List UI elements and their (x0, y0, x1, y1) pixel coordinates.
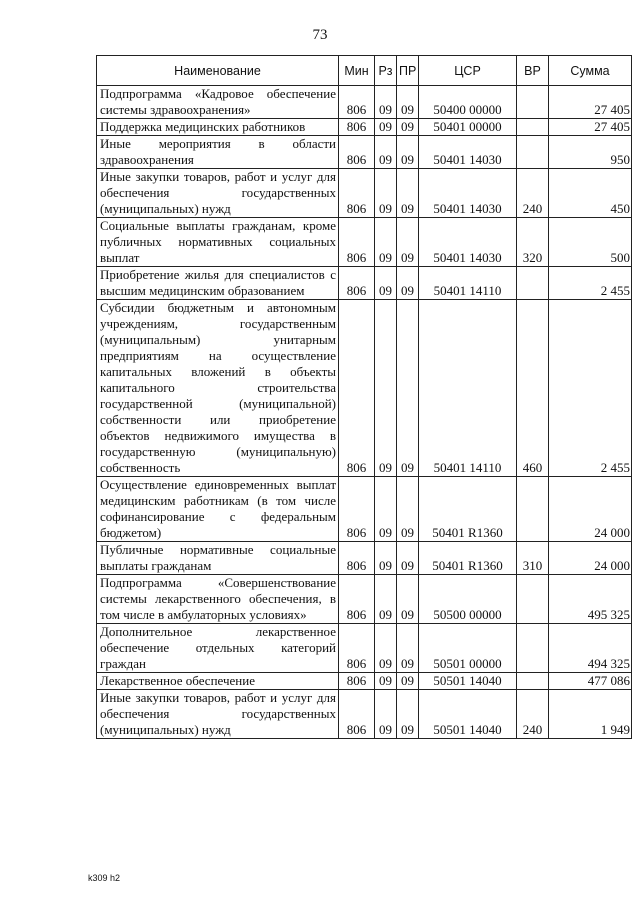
cell-pr: 09 (397, 218, 419, 267)
cell-min: 806 (339, 136, 375, 169)
cell-name: Субсидии бюджетным и автономным учреждениям, государственным (муниципальным) унитарным предприятиям на осуществление капитальных вложений в объекты капитального строительства государственной (муниципальной) собственности или приобретение объектов недвижимого имущества в государственную (муниципальную) собственность (97, 300, 339, 477)
table-row (97, 119, 632, 136)
table-row (97, 477, 632, 542)
cell-csr: 50500 00000 (419, 575, 517, 624)
cell-rz: 09 (375, 624, 397, 673)
cell-csr: 50401 14110 (419, 300, 517, 477)
cell-min: 806 (339, 119, 375, 136)
cell-csr: 50400 00000 (419, 86, 517, 119)
cell-vr (517, 267, 549, 300)
cell-vr (517, 575, 549, 624)
cell-vr (517, 86, 549, 119)
cell-vr (517, 477, 549, 542)
cell-pr: 09 (397, 673, 419, 690)
cell-pr: 09 (397, 575, 419, 624)
cell-vr (517, 624, 549, 673)
header-rz: Рз (375, 56, 397, 86)
cell-pr: 09 (397, 477, 419, 542)
cell-rz: 09 (375, 300, 397, 477)
cell-min: 806 (339, 218, 375, 267)
cell-rz: 09 (375, 136, 397, 169)
cell-name: Публичные нормативные социальные выплаты гражданам (97, 542, 339, 575)
header-min: Мин (339, 56, 375, 86)
table-row (97, 575, 632, 624)
cell-sum: 495 325 (549, 575, 632, 624)
cell-name: Социальные выплаты гражданам, кроме публичных нормативных социальных выплат (97, 218, 339, 267)
cell-min: 806 (339, 690, 375, 739)
table-row (97, 542, 632, 575)
cell-name: Подпрограмма «Кадровое обеспечение системы здравоохранения» (97, 86, 339, 119)
cell-vr (517, 136, 549, 169)
cell-sum: 27 405 (549, 86, 632, 119)
budget-table (96, 55, 632, 739)
cell-sum: 27 405 (549, 119, 632, 136)
table-row (97, 218, 632, 267)
cell-min: 806 (339, 575, 375, 624)
cell-pr: 09 (397, 136, 419, 169)
cell-rz: 09 (375, 169, 397, 218)
table-row (97, 690, 632, 739)
cell-csr: 50501 14040 (419, 690, 517, 739)
cell-name: Иные закупки товаров, работ и услуг для обеспечения государственных (муниципальных) нужд (97, 169, 339, 218)
cell-pr: 09 (397, 267, 419, 300)
cell-vr: 240 (517, 169, 549, 218)
cell-pr: 09 (397, 624, 419, 673)
cell-sum: 950 (549, 136, 632, 169)
header-vr: ВР (517, 56, 549, 86)
cell-csr: 50401 R1360 (419, 542, 517, 575)
cell-min: 806 (339, 624, 375, 673)
cell-pr: 09 (397, 542, 419, 575)
cell-csr: 50501 14040 (419, 673, 517, 690)
table-row (97, 86, 632, 119)
cell-pr: 09 (397, 300, 419, 477)
cell-csr: 50401 00000 (419, 119, 517, 136)
cell-sum: 450 (549, 169, 632, 218)
cell-pr: 09 (397, 119, 419, 136)
cell-name: Осуществление единовременных выплат медицинским работникам (в том числе софинансирование с федеральным бюджетом) (97, 477, 339, 542)
cell-min: 806 (339, 300, 375, 477)
header-sum: Сумма (549, 56, 632, 86)
cell-rz: 09 (375, 575, 397, 624)
cell-rz: 09 (375, 86, 397, 119)
header-csr: ЦСР (419, 56, 517, 86)
cell-sum: 494 325 (549, 624, 632, 673)
header-name: Наименование (97, 56, 339, 86)
cell-csr: 50401 14030 (419, 218, 517, 267)
cell-csr: 50401 14110 (419, 267, 517, 300)
cell-min: 806 (339, 169, 375, 218)
cell-sum: 477 086 (549, 673, 632, 690)
cell-vr: 460 (517, 300, 549, 477)
cell-csr: 50401 14030 (419, 136, 517, 169)
cell-vr: 320 (517, 218, 549, 267)
cell-name: Поддержка медицинских работников (97, 119, 339, 136)
cell-rz: 09 (375, 267, 397, 300)
cell-rz: 09 (375, 673, 397, 690)
cell-csr: 50501 00000 (419, 624, 517, 673)
cell-sum: 2 455 (549, 300, 632, 477)
cell-name: Иные мероприятия в области здравоохранения (97, 136, 339, 169)
cell-name: Подпрограмма «Совершенствование системы лекарственного обеспечения, в том числе в амбулаторных условиях» (97, 575, 339, 624)
table-row (97, 624, 632, 673)
cell-vr (517, 673, 549, 690)
cell-min: 806 (339, 86, 375, 119)
table-row (97, 267, 632, 300)
table-row (97, 169, 632, 218)
cell-rz: 09 (375, 119, 397, 136)
cell-vr (517, 119, 549, 136)
cell-name: Дополнительное лекарственное обеспечение отдельных категорий граждан (97, 624, 339, 673)
cell-min: 806 (339, 542, 375, 575)
cell-rz: 09 (375, 542, 397, 575)
table-row (97, 136, 632, 169)
page-number: 73 (312, 27, 328, 43)
cell-pr: 09 (397, 169, 419, 218)
cell-sum: 500 (549, 218, 632, 267)
cell-sum: 24 000 (549, 477, 632, 542)
cell-name: Лекарственное обеспечение (97, 673, 339, 690)
table-header-row (97, 56, 632, 86)
table-row (97, 673, 632, 690)
cell-sum: 2 455 (549, 267, 632, 300)
cell-rz: 09 (375, 690, 397, 739)
cell-vr: 310 (517, 542, 549, 575)
cell-pr: 09 (397, 86, 419, 119)
cell-min: 806 (339, 267, 375, 300)
cell-rz: 09 (375, 477, 397, 542)
header-pr: ПР (397, 56, 419, 86)
cell-csr: 50401 R1360 (419, 477, 517, 542)
cell-name: Приобретение жилья для специалистов с высшим медицинским образованием (97, 267, 339, 300)
table-row (97, 300, 632, 477)
cell-sum: 1 949 (549, 690, 632, 739)
footer-code: k309 h2 (88, 873, 121, 883)
cell-min: 806 (339, 477, 375, 542)
cell-vr: 240 (517, 690, 549, 739)
cell-rz: 09 (375, 218, 397, 267)
cell-pr: 09 (397, 690, 419, 739)
cell-csr: 50401 14030 (419, 169, 517, 218)
cell-min: 806 (339, 673, 375, 690)
cell-sum: 24 000 (549, 542, 632, 575)
cell-name: Иные закупки товаров, работ и услуг для обеспечения государственных (муниципальных) нужд (97, 690, 339, 739)
